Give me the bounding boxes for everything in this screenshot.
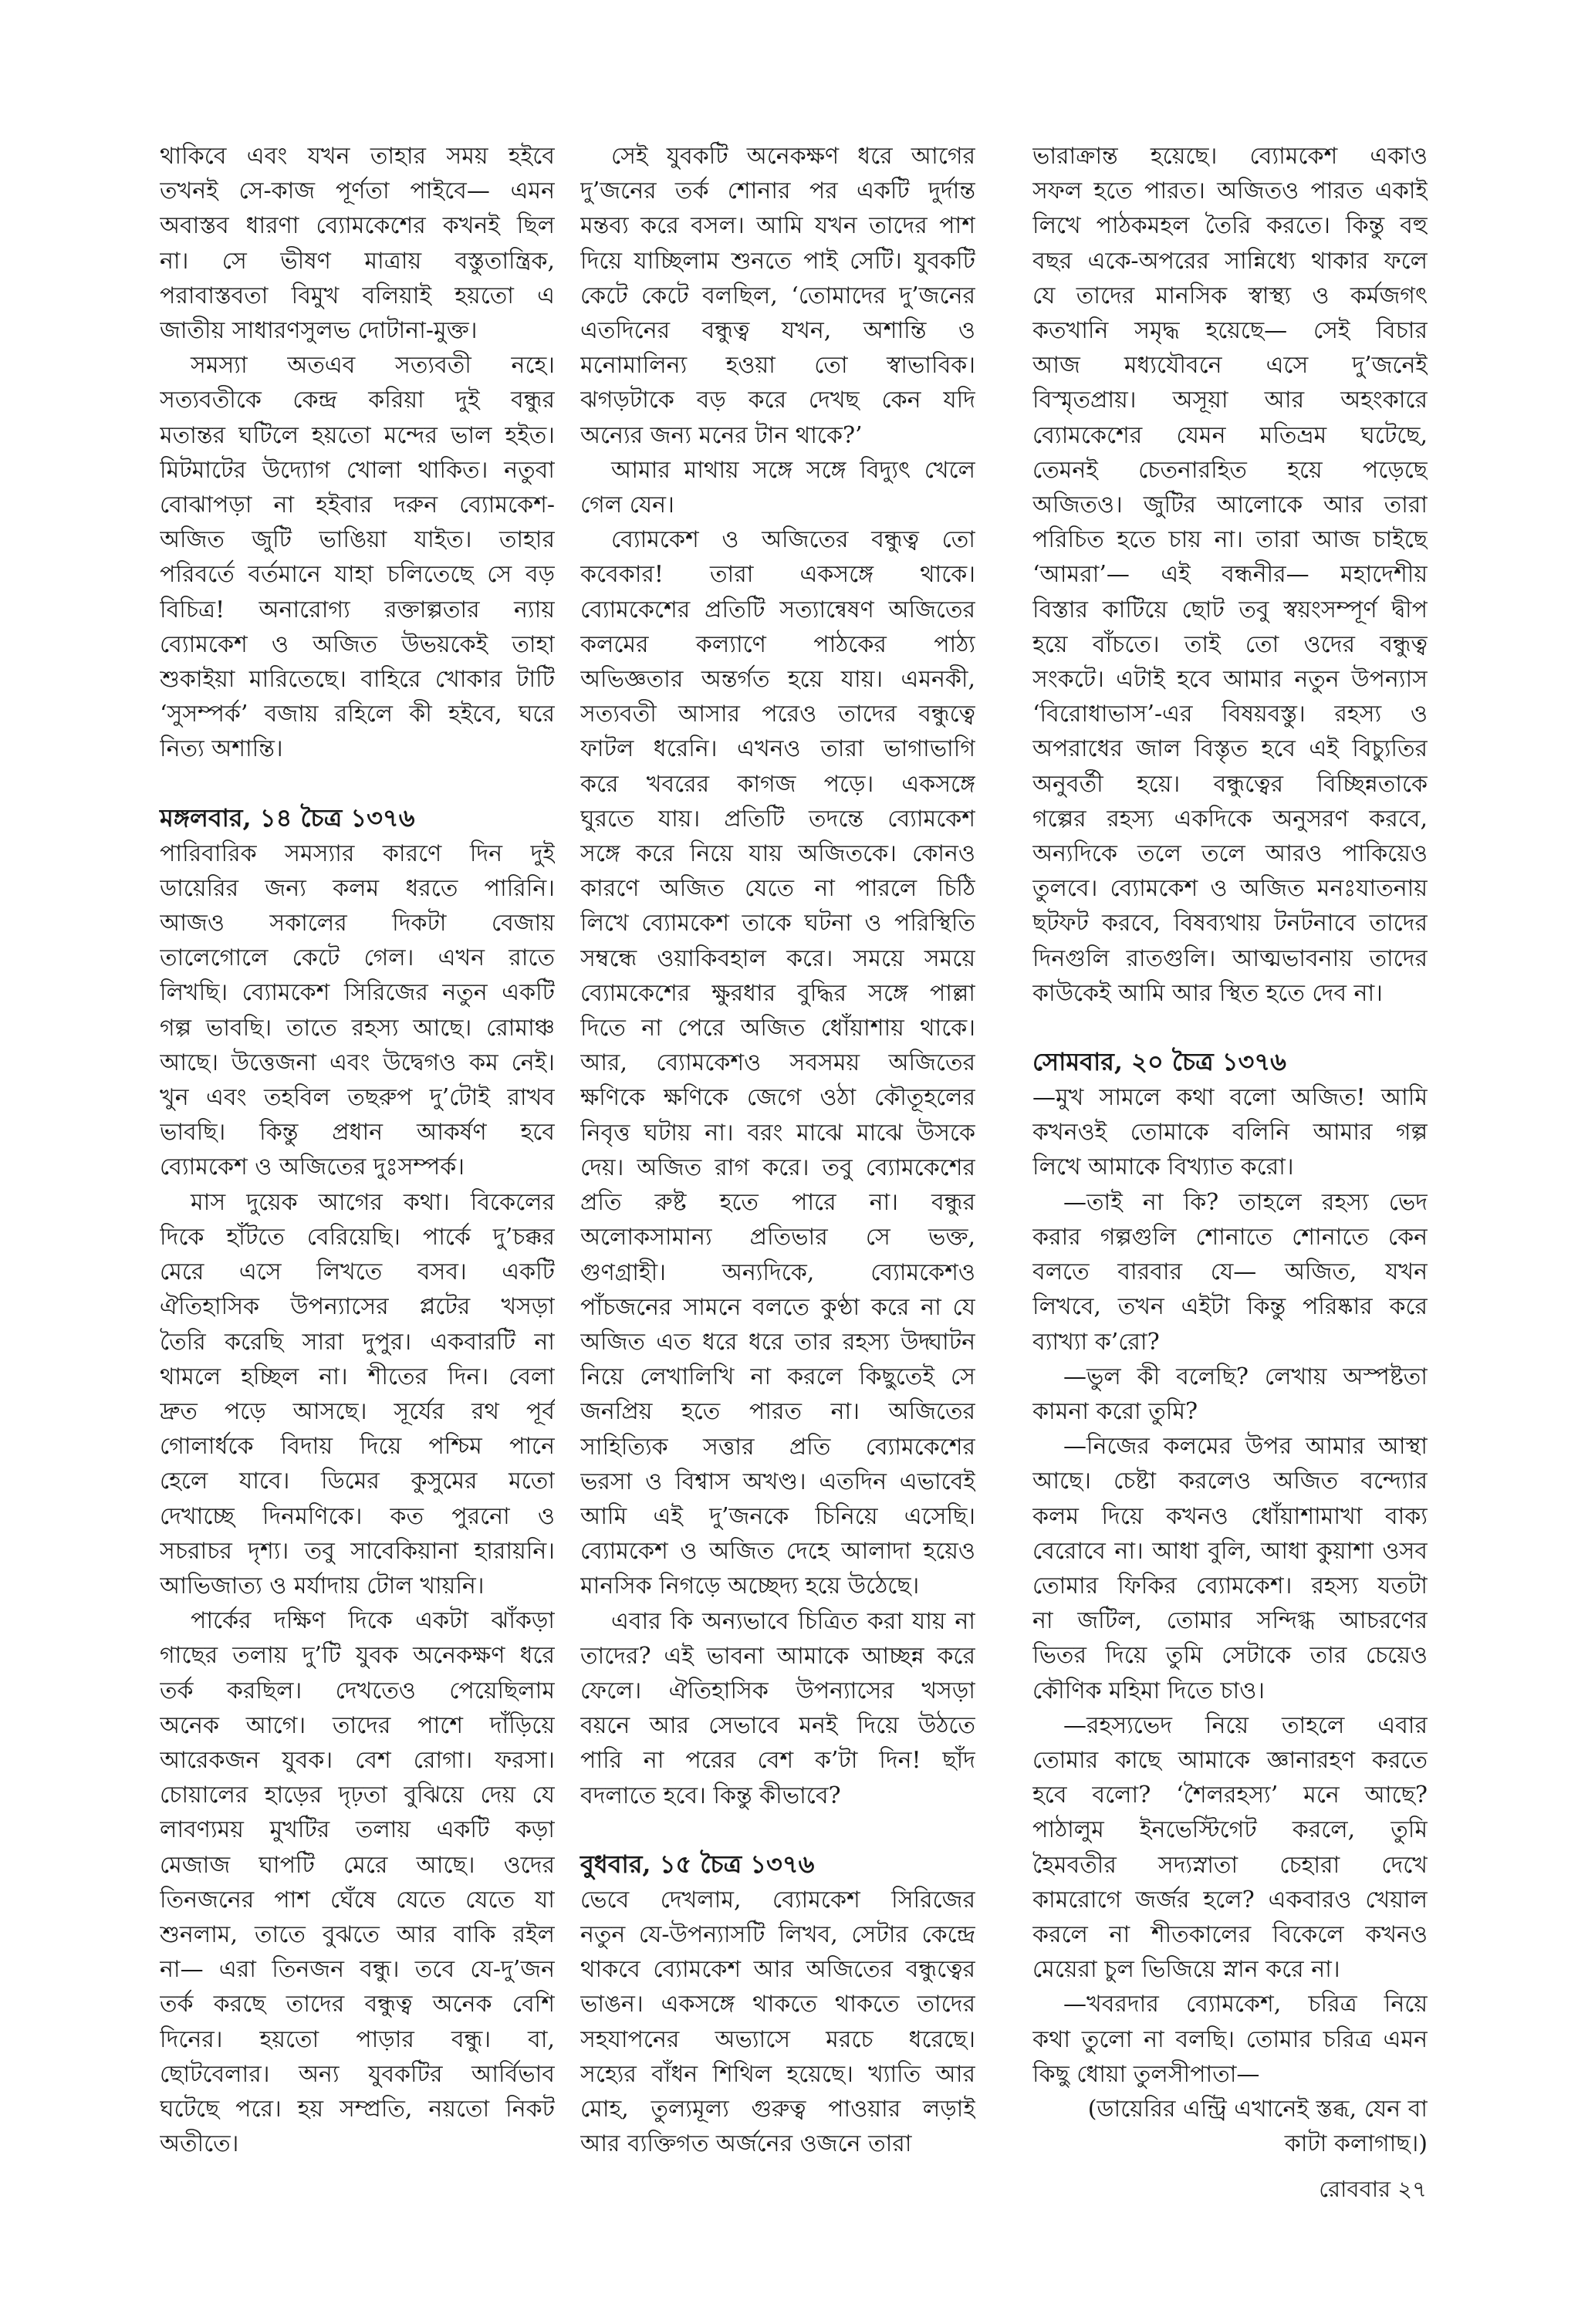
paragraph bbox=[1032, 139, 1428, 1011]
paragraph bbox=[580, 1604, 975, 1813]
paragraph bbox=[160, 348, 555, 766]
text-line: বয়নে আর সেভাবে মনই দিয়ে উঠতে bbox=[580, 1712, 975, 1740]
text-line: কলম দিয়ে কখনও ধোঁয়াশামাখা বাক্য bbox=[1032, 1502, 1428, 1530]
text-line: সত্যবতী আসার পরেও তাদের বন্ধুত্বে bbox=[580, 701, 975, 728]
text-column-1 bbox=[160, 139, 555, 2161]
text-line: পাঠালুম ইনভেস্টিগেট করলে, তুমি bbox=[1032, 1816, 1428, 1844]
text-line: —মুখ সামলে কথা বলো অজিত! আমি bbox=[1032, 1084, 1428, 1112]
text-line: ঝগড়টাকে বড় করে দেখছ কেন যদি bbox=[580, 387, 975, 414]
text-line: গল্প ভাবছি। তাতে রহস্য আছে। রোমাঞ্চ bbox=[160, 1014, 555, 1042]
text-line: লিখে ব্যোমকেশ তাকে ঘটনা ও পরিস্থিতি bbox=[580, 910, 975, 937]
paragraph bbox=[1032, 1987, 1428, 2092]
text-line: না— এরা তিনজন বন্ধু। তবে যে-দু’জন bbox=[160, 1956, 555, 1984]
text-line: ভাঙন। একসঙ্গে থাকতে থাকতে তাদের bbox=[580, 1991, 975, 2018]
text-line: শুনলাম, তাতে বুঝতে আর বাকি রইল bbox=[160, 1920, 555, 1948]
text-line: হেলে যাবে। ডিমের কুসুমের মতো bbox=[160, 1468, 555, 1495]
paragraph bbox=[580, 453, 975, 522]
text-line: অনেক আগে। তাদের পাশে দাঁড়িয়ে bbox=[160, 1711, 555, 1739]
text-line: সেই যুবকটি অনেকক্ষণ ধরে আগের bbox=[611, 143, 975, 170]
text-line: নতুন যে-উপন্যাসটি লিখব, সেটার কেন্দ্রে bbox=[580, 1920, 975, 1948]
text-line: অভিজ্ঞতার অন্তর্গত হয়ে যায়। এমনকী, bbox=[580, 666, 975, 694]
text-line: ‘সুসম্পর্ক’ বজায় রহিলে কী হইবে, ঘরে bbox=[160, 701, 555, 728]
text-line: ডায়েরির জন্য কলম ধরতে পারিনি। bbox=[160, 874, 555, 902]
text-line: ভরসা ও বিশ্বাস অখণ্ড। এতদিন এভাবেই bbox=[580, 1468, 975, 1495]
text-line: জাতীয় সাধারণসুলভ দোটানা-মুক্ত। bbox=[160, 317, 478, 345]
text-line: অবাস্তব ধারণা ব্যোমকেশের কখনই ছিল bbox=[160, 212, 555, 240]
text-line: কখনওই তোমাকে বলিনি আমার গল্প bbox=[1032, 1119, 1428, 1147]
text-line: দ্রুত পড়ে আসছে। সূর্যের রথ পূর্ব bbox=[160, 1397, 555, 1425]
text-line: কামনা করো তুমি? bbox=[1032, 1397, 1198, 1425]
text-line: আজও সকালের দিকটা বেজায় bbox=[160, 910, 555, 937]
text-line: শুকাইয়া মারিতেছে। বাহিরে খোকার টাটি bbox=[160, 666, 555, 694]
text-line: দিনগুলি রাতগুলি। আত্মভাবনায় তাদের bbox=[1032, 944, 1428, 972]
text-line: না জটিল, তোমার সন্দিগ্ধ আচরণের bbox=[1032, 1607, 1428, 1635]
text-line: মোহ, তুল্যমূল্য গুরুত্ব পাওয়ার লড়াই bbox=[580, 2095, 975, 2123]
text-line: লিখে আমাকে বিখ্যাত করো। bbox=[1032, 1154, 1294, 1181]
text-line: অন্যদিকে তলে তলে আরও পাকিয়েও bbox=[1032, 840, 1428, 868]
text-line: লাবণ্যময় মুখটির তলায় একটি কড়া bbox=[160, 1816, 555, 1844]
text-line: কিছু ধোয়া তুলসীপাতা— bbox=[1032, 2060, 1260, 2088]
text-line: পরিবর্তে বর্তমানে যাহা চলিতেছে সে বড় bbox=[160, 561, 555, 589]
text-line: খুন এবং তহবিল তছরুপ দু’টোই রাখব bbox=[160, 1084, 555, 1112]
text-line: দু’জনের তর্ক শোনার পর একটি দুর্দান্ত bbox=[580, 177, 975, 205]
text-line: তুলবে। ব্যোমকেশ ও অজিত মনঃযাতনায় bbox=[1032, 875, 1428, 903]
paragraph bbox=[580, 1883, 975, 2162]
text-line: ছটফট করবে, বিষব্যথায় টনটনাবে তাদের bbox=[1032, 910, 1428, 937]
text-line: হৈমবতীর সদ্যস্নাতা চেহারা দেখে bbox=[1032, 1851, 1428, 1879]
paragraph bbox=[1032, 1429, 1428, 1708]
text-line: সহ্যের বাঁধন শিথিল হয়েছে। খ্যাতি আর bbox=[580, 2060, 975, 2088]
text-line: কথা তুলো না বলছি। তোমার চরিত্র এমন bbox=[1032, 2025, 1428, 2053]
text-line: তর্ক করছিল। দেখতেও পেয়েছিলাম bbox=[160, 1677, 555, 1704]
text-line: ব্যোমকেশের প্রতিটি সত্যান্বেষণ অজিতের bbox=[580, 596, 975, 623]
text-line: বলতে বারবার যে— অজিত, যখন bbox=[1032, 1258, 1428, 1286]
text-line: কতখানি সমৃদ্ধ হয়েছে— সেই বিচার bbox=[1032, 317, 1428, 345]
text-line: —খবরদার ব্যোমকেশ, চরিত্র নিয়ে bbox=[1063, 1991, 1428, 2018]
paragraph bbox=[160, 836, 555, 1185]
diary-date-heading: সোমবার, ২০ চৈত্র ১৩৭৬ bbox=[1032, 1047, 1286, 1077]
text-line: ব্যাখ্যা ক’রো? bbox=[1032, 1328, 1160, 1356]
page-footer: রোববার ২৭ bbox=[1319, 2176, 1427, 2202]
text-line: দিনের। হয়তো পাড়ার বন্ধু। বা, bbox=[160, 2025, 555, 2053]
text-line: পরিচিত হতে চায় না। তারা আজ চাইছে bbox=[1032, 526, 1428, 554]
text-line: কারণে অজিত যেতে না পারলে চিঠি bbox=[580, 875, 975, 903]
text-line: ঘুরতে যায়। প্রতিটি তদন্তে ব্যোমকেশ bbox=[580, 805, 975, 833]
text-line: পারি না পরের বেশ ক’টা দিন! ছাঁদ bbox=[580, 1747, 975, 1775]
text-line: সমস্যা অতএব সত্যবতী নহে। bbox=[191, 352, 555, 380]
text-line: ফেলে। ঐতিহাসিক উপন্যাসের খসড়া bbox=[580, 1677, 975, 1704]
text-line: দিতে না পেরে অজিত ধোঁয়াশায় থাকে। bbox=[580, 1015, 975, 1042]
text-line: পারিবারিক সমস্যার কারণে দিন দুই bbox=[160, 839, 555, 867]
text-line: (ডায়েরির এন্ট্রি এখানেই স্তব্ধ, যেন বা bbox=[1087, 2095, 1428, 2123]
text-line: যে তাদের মানসিক স্বাস্থ্য ও কর্মজগৎ bbox=[1032, 282, 1428, 309]
paragraph bbox=[1032, 1360, 1428, 1429]
text-line: ব্যোমকেশ ও অজিতের বন্ধুত্ব তো bbox=[611, 526, 975, 554]
text-line: গাছের তলায় দু’টি যুবক অনেকক্ষণ ধরে bbox=[160, 1642, 555, 1670]
text-line: নিত্য অশান্তি। bbox=[160, 735, 283, 763]
text-line: সফল হতে পারত। অজিতও পারত একাই bbox=[1032, 177, 1428, 205]
text-line: তিনজনের পাশ ঘেঁষে যেতে যেতে যা bbox=[160, 1886, 555, 1914]
text-column-3 bbox=[1032, 139, 1428, 2161]
text-line: না। সে ভীষণ মাত্রায় বস্তুতান্ত্রিক, bbox=[160, 247, 555, 275]
text-line: অনুবর্তী হয়ে। বন্ধুত্বের বিচ্ছিন্নতাকে bbox=[1032, 770, 1428, 798]
text-line: বেরোবে না। আধা বুলি, আধা কুয়াশা ওসব bbox=[1032, 1537, 1428, 1565]
text-line: আজ মধ্যযৌবনে এসে দু’জনেই bbox=[1032, 352, 1428, 380]
paragraph bbox=[580, 522, 975, 1603]
text-line: দেয়। অজিত রাগ করে। তবু ব্যোমকেশের bbox=[580, 1154, 975, 1181]
text-line: করার গল্পগুলি শোনাতে শোনাতে কেন bbox=[1032, 1223, 1428, 1251]
text-line: মেরে এসে লিখতে বসব। একটি bbox=[160, 1258, 555, 1286]
text-line: হয়ে বাঁচতে। তাই তো ওদের বন্ধুত্ব bbox=[1032, 630, 1428, 658]
text-line: গুণগ্রাহী। অন্যদিকে, ব্যোমকেশও bbox=[580, 1258, 975, 1286]
text-line: গোলার্ধকে বিদায় দিয়ে পশ্চিম পানে bbox=[160, 1433, 555, 1461]
text-line: ব্যোমকেশের ক্ষুরধার বুদ্ধির সঙ্গে পাল্লা bbox=[580, 979, 975, 1007]
text-line: গেল যেন। bbox=[580, 491, 674, 519]
diary-date-heading: বুধবার, ১৫ চৈত্র ১৩৭৬ bbox=[580, 1849, 815, 1879]
text-line: আর ব্যক্তিগত অর্জনের ওজনে তারা bbox=[580, 2130, 912, 2158]
text-line: সচরাচর দৃশ্য। তবু সাবেকিয়ানা হারায়নি। bbox=[160, 1537, 555, 1565]
text-line: নিবৃত্ত ঘটায় না। বরং মাঝে মাঝে উসকে bbox=[580, 1119, 975, 1147]
text-line: মেজাজ ঘাপটি মেরে আছে। ওদের bbox=[160, 1851, 555, 1879]
text-line: আর, ব্যোমকেশও সবসময় অজিতের bbox=[580, 1049, 975, 1077]
text-line: —তাই না কি? তাহলে রহস্য ভেদ bbox=[1063, 1188, 1428, 1216]
text-line: মন্তব্য করে বসল। আমি যখন তাদের পাশ bbox=[580, 212, 975, 240]
text-line: পরাবাস্তবতা বিমুখ বলিয়াই হয়তো এ bbox=[160, 282, 555, 309]
text-line: মাস দুয়েক আগের কথা। বিকেলের bbox=[191, 1188, 555, 1216]
text-line: সঙ্গে করে নিয়ে যায় অজিতকে। কোনও bbox=[580, 840, 975, 868]
text-line: সত্যবতীকে কেন্দ্র করিয়া দুই বন্ধুর bbox=[160, 387, 555, 414]
text-line: ব্যোমকেশ ও অজিতের দুঃসম্পর্ক। bbox=[160, 1154, 465, 1181]
text-line: এবার কি অন্যভাবে চিত্রিত করা যায় না bbox=[611, 1607, 975, 1635]
text-line: তালেগোলে কেটে গেল। এখন রাতে bbox=[160, 944, 555, 972]
text-line: সাহিত্যিক সত্তার প্রতি ব্যোমকেশের bbox=[580, 1433, 975, 1461]
text-line: বিস্মৃতপ্রায়। অসূয়া আর অহংকারে bbox=[1032, 387, 1428, 414]
text-line: তোমার কাছে আমাকে জ্ঞানারহণ করতে bbox=[1032, 1746, 1428, 1774]
text-line: নিয়ে লেখালিখি না করলে কিছুতেই সে bbox=[580, 1363, 975, 1391]
text-line: করলে না শীতকালের বিকেলে কখনও bbox=[1032, 1920, 1428, 1948]
text-line: ফাটল ধরেনি। এখনও তারা ভাগাভাগি bbox=[580, 735, 975, 763]
text-line: মানসিক নিগড়ে অচ্ছেদ্য হয়ে উঠেছে। bbox=[580, 1572, 920, 1600]
text-line: কৌণিক মহিমা দিতে চাও। bbox=[1032, 1677, 1266, 1704]
text-line: থাকিবে এবং যখন তাহার সময় হইবে bbox=[160, 143, 555, 170]
paragraph bbox=[1032, 1708, 1428, 1988]
text-line: মনোমালিন্য হওয়া তো স্বাভাবিক। bbox=[580, 352, 975, 380]
text-line: ছোটবেলার। অন্য যুবকটির আর্বিভাব bbox=[160, 2060, 555, 2088]
text-line: অপরাধের জাল বিস্তৃত হবে এই বিচ্যুতির bbox=[1032, 735, 1428, 763]
paragraph bbox=[160, 1185, 555, 1603]
text-line: গল্পের রহস্য একদিকে অনুসরণ করবে, bbox=[1032, 805, 1428, 833]
paragraph bbox=[1032, 1080, 1428, 1185]
text-line: দিকে হাঁটতে বেরিয়েছি। পার্কে দু’চক্কর bbox=[160, 1223, 555, 1251]
text-line: মিটমাটের উদ্যোগ খোলা থাকিত। নতুবা bbox=[160, 456, 555, 484]
text-line: তর্ক করছে তাদের বন্ধুত্ব অনেক বেশি bbox=[160, 1991, 555, 2018]
text-line: পাঁচজনের সামনে বলতে কুণ্ঠা করে না যে bbox=[580, 1293, 975, 1321]
paragraph bbox=[160, 1603, 555, 2161]
text-line: ‘আমরা’— এই বন্ধনীর— মহাদেশীয় bbox=[1032, 561, 1428, 589]
text-line: দিয়ে যাচ্ছিলাম শুনতে পাই সেটি। যুবকটি bbox=[580, 247, 975, 275]
text-line: করে খবরের কাগজ পড়ে। একসঙ্গে bbox=[580, 770, 975, 798]
text-line: অজিত জুটি ভাঙিয়া যাইত। তাহার bbox=[160, 526, 555, 554]
text-line: কেটে কেটে বলছিল, ‘তোমাদের দু’জনের bbox=[580, 282, 975, 309]
text-line: আভিজাত্য ও মর্যাদায় টোল খায়নি। bbox=[160, 1572, 485, 1599]
text-line: দেখাচ্ছে দিনমণিকে। কত পুরনো ও bbox=[160, 1502, 555, 1530]
paragraph bbox=[580, 139, 975, 453]
text-line: ভিতর দিয়ে তুমি সেটাকে তার চেয়েও bbox=[1032, 1642, 1428, 1670]
text-line: বদলাতে হবে। কিন্তু কীভাবে? bbox=[580, 1782, 841, 1809]
text-line: সংকটে। এটাই হবে আমার নতুন উপন্যাস bbox=[1032, 666, 1428, 694]
editor-note bbox=[1032, 2092, 1428, 2161]
text-column-2 bbox=[580, 139, 975, 2161]
text-line: তেমনই চেতনারহিত হয়ে পড়েছে bbox=[1032, 456, 1428, 484]
text-line: ব্যোমকেশ ও অজিত দেহে আলাদা হয়েও bbox=[580, 1538, 975, 1566]
text-line: তাদের? এই ভাবনা আমাকে আচ্ছন্ন করে bbox=[580, 1642, 975, 1670]
text-line: অন্যের জন্য মনের টান থাকে?’ bbox=[580, 421, 863, 449]
text-line: আমি এই দু’জনকে চিনিয়ে এসেছি। bbox=[580, 1502, 975, 1530]
text-line: —রহস্যভেদ নিয়ে তাহলে এবার bbox=[1063, 1711, 1428, 1739]
text-line: চোয়ালের হাড়ের দৃঢ়তা বুঝিয়ে দেয় যে bbox=[160, 1782, 555, 1809]
text-line: তৈরি করেছি সারা দুপুর। একবারটি না bbox=[160, 1328, 555, 1356]
text-line: বছর একে-অপরের সান্নিধ্যে থাকার ফলে bbox=[1032, 247, 1428, 275]
text-line: ভারাক্রান্ত হয়েছে। ব্যোমকেশ একাও bbox=[1032, 143, 1428, 170]
diary-date-heading: মঙ্গলবার, ১৪ চৈত্র ১৩৭৬ bbox=[160, 802, 415, 833]
text-line: আরেকজন যুবক। বেশ রোগা। ফরসা। bbox=[160, 1746, 555, 1774]
text-line: মতান্তর ঘটিলে হয়তো মন্দের ভাল হইত। bbox=[160, 421, 555, 449]
text-line: বিচিত্র! অনারোগ্য রক্তাল্পতার ন্যায় bbox=[160, 596, 555, 623]
text-line: ‘বিরোধাভাস’-এর বিষয়বস্তু। রহস্য ও bbox=[1032, 701, 1428, 728]
text-line: ভাবছি। কিন্তু প্রধান আকর্ষণ হবে bbox=[160, 1119, 555, 1147]
text-line: জনপ্রিয় হতে পারত না। অজিতের bbox=[580, 1398, 975, 1426]
text-line: কলমের কল্যাণে পাঠকের পাঠ্য bbox=[580, 630, 975, 658]
text-line: পার্কের দক্ষিণ দিকে একটা ঝাঁকড়া bbox=[191, 1607, 555, 1635]
text-line: সহযাপনের অভ্যাসে মরচে ধরেছে। bbox=[580, 2025, 975, 2053]
text-line: অজিত এত ধরে ধরে তার রহস্য উদ্ঘাটন bbox=[580, 1328, 975, 1356]
text-line: লিখছি। ব্যোমকেশ সিরিজের নতুন একটি bbox=[160, 979, 555, 1007]
text-line: এতদিনের বন্ধুত্ব যখন, অশান্তি ও bbox=[580, 317, 975, 345]
text-line: আছে। উত্তেজনা এবং উদ্বেগও কম নেই। bbox=[160, 1049, 555, 1076]
text-line: অতীতে। bbox=[160, 2130, 239, 2158]
text-line: কবেকার! তারা একসঙ্গে থাকে। bbox=[580, 561, 975, 589]
text-line: অলোকসামান্য প্রতিভার সে ভক্ত, bbox=[580, 1224, 975, 1252]
text-line: থাকবে ব্যোমকেশ আর অজিতের বন্ধুত্বের bbox=[580, 1956, 975, 1984]
paragraph bbox=[160, 139, 555, 348]
text-line: কাটা কলাগাছ।) bbox=[1284, 2130, 1428, 2158]
text-line: তখনই সে-কাজ পূর্ণতা পাইবে— এমন bbox=[160, 177, 555, 205]
text-line: তোমার ফিকির ব্যোমকেশ। রহস্য যতটা bbox=[1032, 1572, 1428, 1599]
paragraph bbox=[1032, 1185, 1428, 1360]
text-line: কামরোগে জর্জর হলে? একবারও খেয়াল bbox=[1032, 1886, 1428, 1914]
text-line: প্রতি রুষ্ট হতে পারে না। বন্ধুর bbox=[580, 1189, 975, 1217]
text-line: —নিজের কলমের উপর আমার আস্থা bbox=[1063, 1433, 1428, 1461]
text-line: ঐতিহাসিক উপন্যাসের প্লটের খসড়া bbox=[160, 1293, 555, 1321]
text-line: সম্বন্ধে ওয়াকিবহাল করে। সময়ে সময়ে bbox=[580, 944, 975, 972]
text-line: ভেবে দেখলাম, ব্যোমকেশ সিরিজের bbox=[580, 1886, 975, 1914]
text-line: হবে বলো? ‘শৈলরহস্য’ মনে আছে? bbox=[1032, 1782, 1428, 1809]
text-line: —ভুল কী বলেছি? লেখায় অস্পষ্টতা bbox=[1063, 1363, 1428, 1390]
text-line: আমার মাথায় সঙ্গে সঙ্গে বিদ্যুৎ খেলে bbox=[611, 456, 975, 484]
text-line: কাউকেই আমি আর স্থিত হতে দেব না। bbox=[1032, 979, 1383, 1007]
text-line: লিখবে, তখন এইটা কিন্তু পরিষ্কার করে bbox=[1032, 1293, 1428, 1321]
text-line: মেয়েরা চুল ভিজিয়ে স্নান করে না। bbox=[1032, 1956, 1340, 1984]
text-line: ব্যোমকেশ ও অজিত উভয়কেই তাহা bbox=[160, 630, 555, 658]
text-line: লিখে পাঠকমহল তৈরি করতে। কিন্তু বহু bbox=[1032, 212, 1428, 240]
text-line: ঘটেছে পরে। হয় সম্প্রতি, নয়তো নিকট bbox=[160, 2095, 555, 2123]
text-line: অজিতও। জুটির আলোকে আর তারা bbox=[1032, 491, 1428, 519]
text-line: থামলে হচ্ছিল না। শীতের দিন। বেলা bbox=[160, 1363, 555, 1390]
text-line: ব্যোমকেশের যেমন মতিভ্রম ঘটেছে, bbox=[1032, 421, 1428, 449]
text-line: বিস্তার কাটিয়ে ছোট তবু স্বয়ংসম্পূর্ণ দ্বীপ bbox=[1032, 596, 1428, 623]
text-line: বোঝাপড়া না হইবার দরুন ব্যোমকেশ- bbox=[160, 491, 555, 519]
text-line: ক্ষণিকে ক্ষণিকে জেগে ওঠা কৌতূহলের bbox=[580, 1084, 975, 1112]
text-line: আছে। চেষ্টা করলেও অজিত বন্দ্যোর bbox=[1032, 1468, 1428, 1495]
